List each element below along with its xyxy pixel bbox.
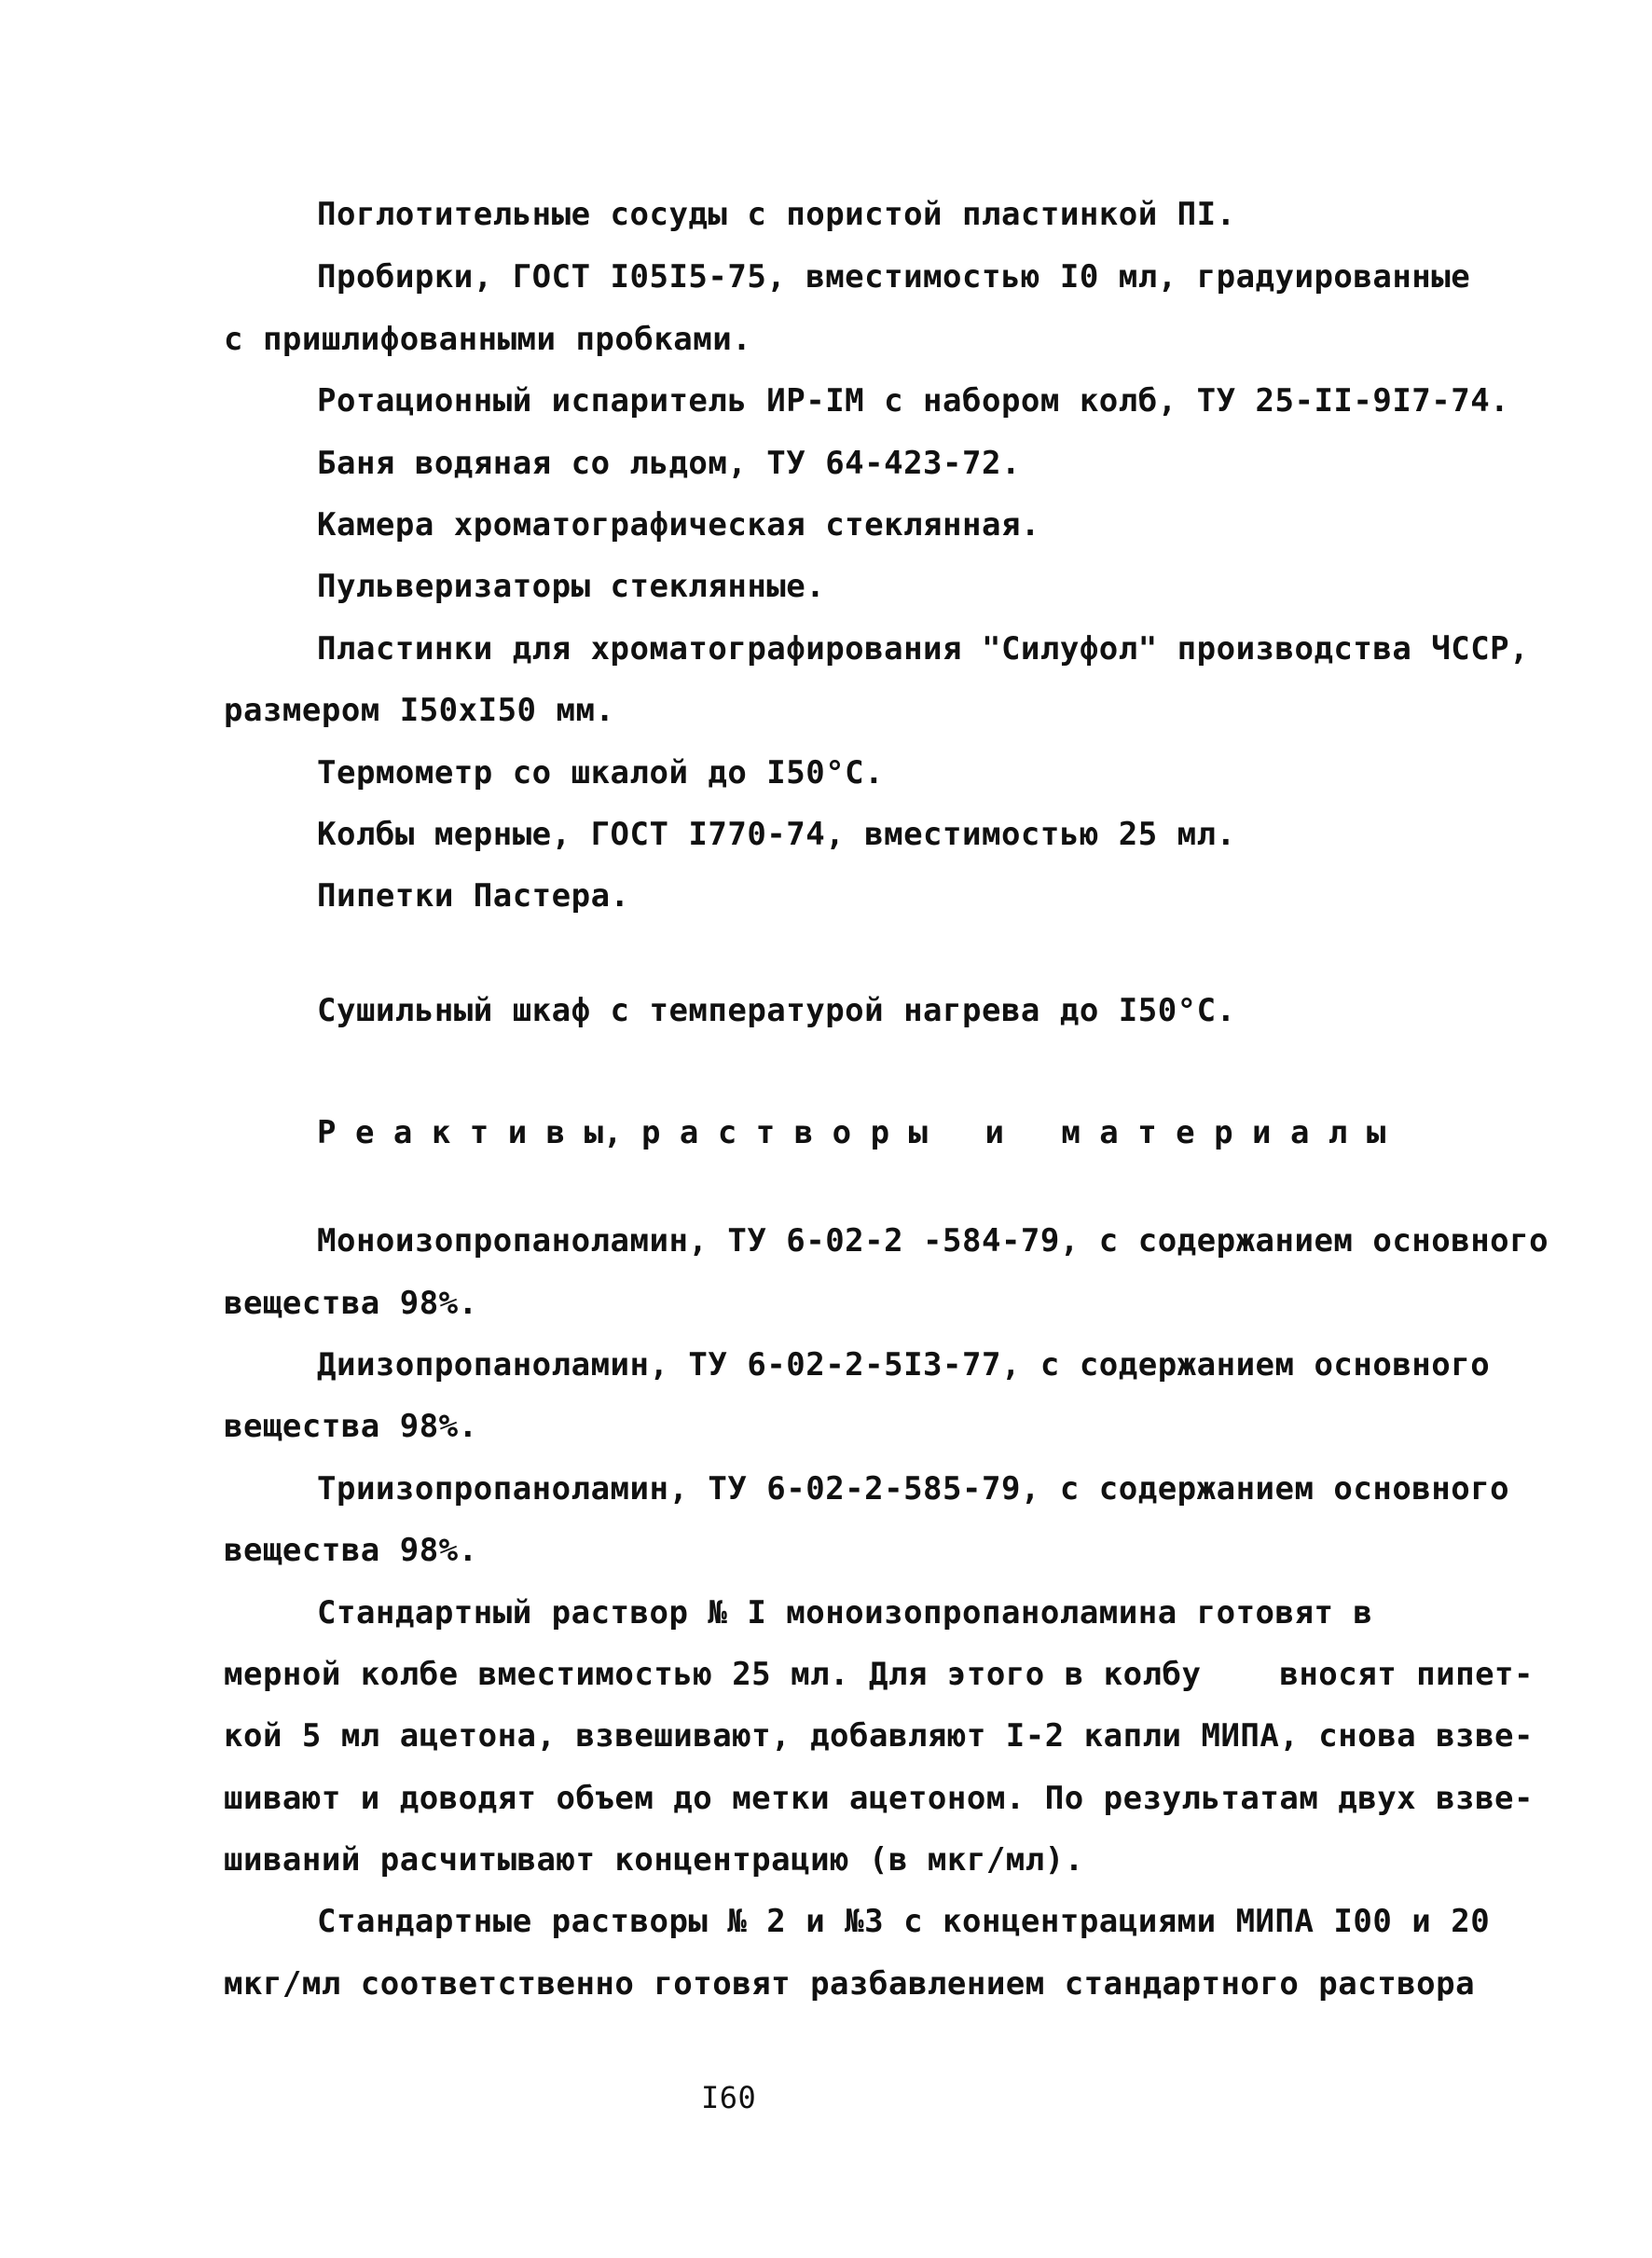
text-line: Пробирки, ГОСТ I05I5-75, вместимостью I0 мл, градуированные	[317, 258, 1471, 296]
text-line: вещества 98%.	[224, 1408, 478, 1445]
text-line: вещества 98%.	[224, 1285, 478, 1322]
text-line: мерной колбе вместимостью 25 мл. Для этого в колбу вносят пипет-	[224, 1656, 1534, 1693]
text-line: Сушильный шкаф с температурой нагрева до I50°С.	[317, 992, 1236, 1029]
text-line: шивают и доводят объем до метки ацетоном. По результатам двух взве-	[224, 1780, 1534, 1817]
text-line: Стандартные растворы № 2 и №3 с концентрациями МИПА I00 и 20	[317, 1903, 1491, 1940]
text-line: мкг/мл соответственно готовят разбавлением стандартного раствора	[224, 1965, 1476, 2003]
text-line: Моноизопропаноламин, ТУ 6-02-2 -584-79, с содержанием основного	[317, 1222, 1549, 1260]
text-line: Пипетки Пастера.	[317, 877, 630, 915]
text-line: Триизопропаноламин, ТУ 6-02-2-585-79, с содержанием основного	[317, 1470, 1510, 1508]
text-line: Пластинки для хроматографирования "Силуфол" производства ЧССР,	[317, 630, 1530, 668]
text-line: шиваний расчитывают концентрацию (в мкг/мл).	[224, 1841, 1084, 1879]
text-line: Поглотительные сосуды с пористой пластинкой ПI.	[317, 196, 1236, 233]
text-line: Баня водяная со льдом, ТУ 64-423-72.	[317, 445, 1021, 482]
text-line: Камера хроматографическая стеклянная.	[317, 506, 1040, 544]
page-number: I60	[701, 2080, 757, 2115]
text-line: Диизопропаноламин, ТУ 6-02-2-5I3-77, с содержанием основного	[317, 1346, 1491, 1384]
text-line: Пульверизаторы стеклянные.	[317, 568, 826, 605]
section-heading: Р е а к т и в ы, р а с т в о р ы и м а т е р и а л ы	[317, 1114, 1386, 1151]
text-line: Термометр со шкалой до I50°С.	[317, 754, 885, 792]
text-line: Колбы мерные, ГОСТ I770-74, вместимостью 25 мл.	[317, 816, 1236, 853]
text-line: Стандартный раствор № I моноизопропаноламина готовят в	[317, 1594, 1373, 1632]
text-line: с пришлифованными пробками.	[224, 321, 752, 358]
text-line: вещества 98%.	[224, 1532, 478, 1569]
text-line: размером I50xI50 мм.	[224, 692, 615, 729]
text-line: Ротационный испаритель ИР-IМ с набором колб, ТУ 25-II-9I7-74.	[317, 382, 1510, 420]
text-line: кой 5 мл ацетона, взвешивают, добавляют I-2 капли МИПА, снова взве-	[224, 1717, 1534, 1755]
